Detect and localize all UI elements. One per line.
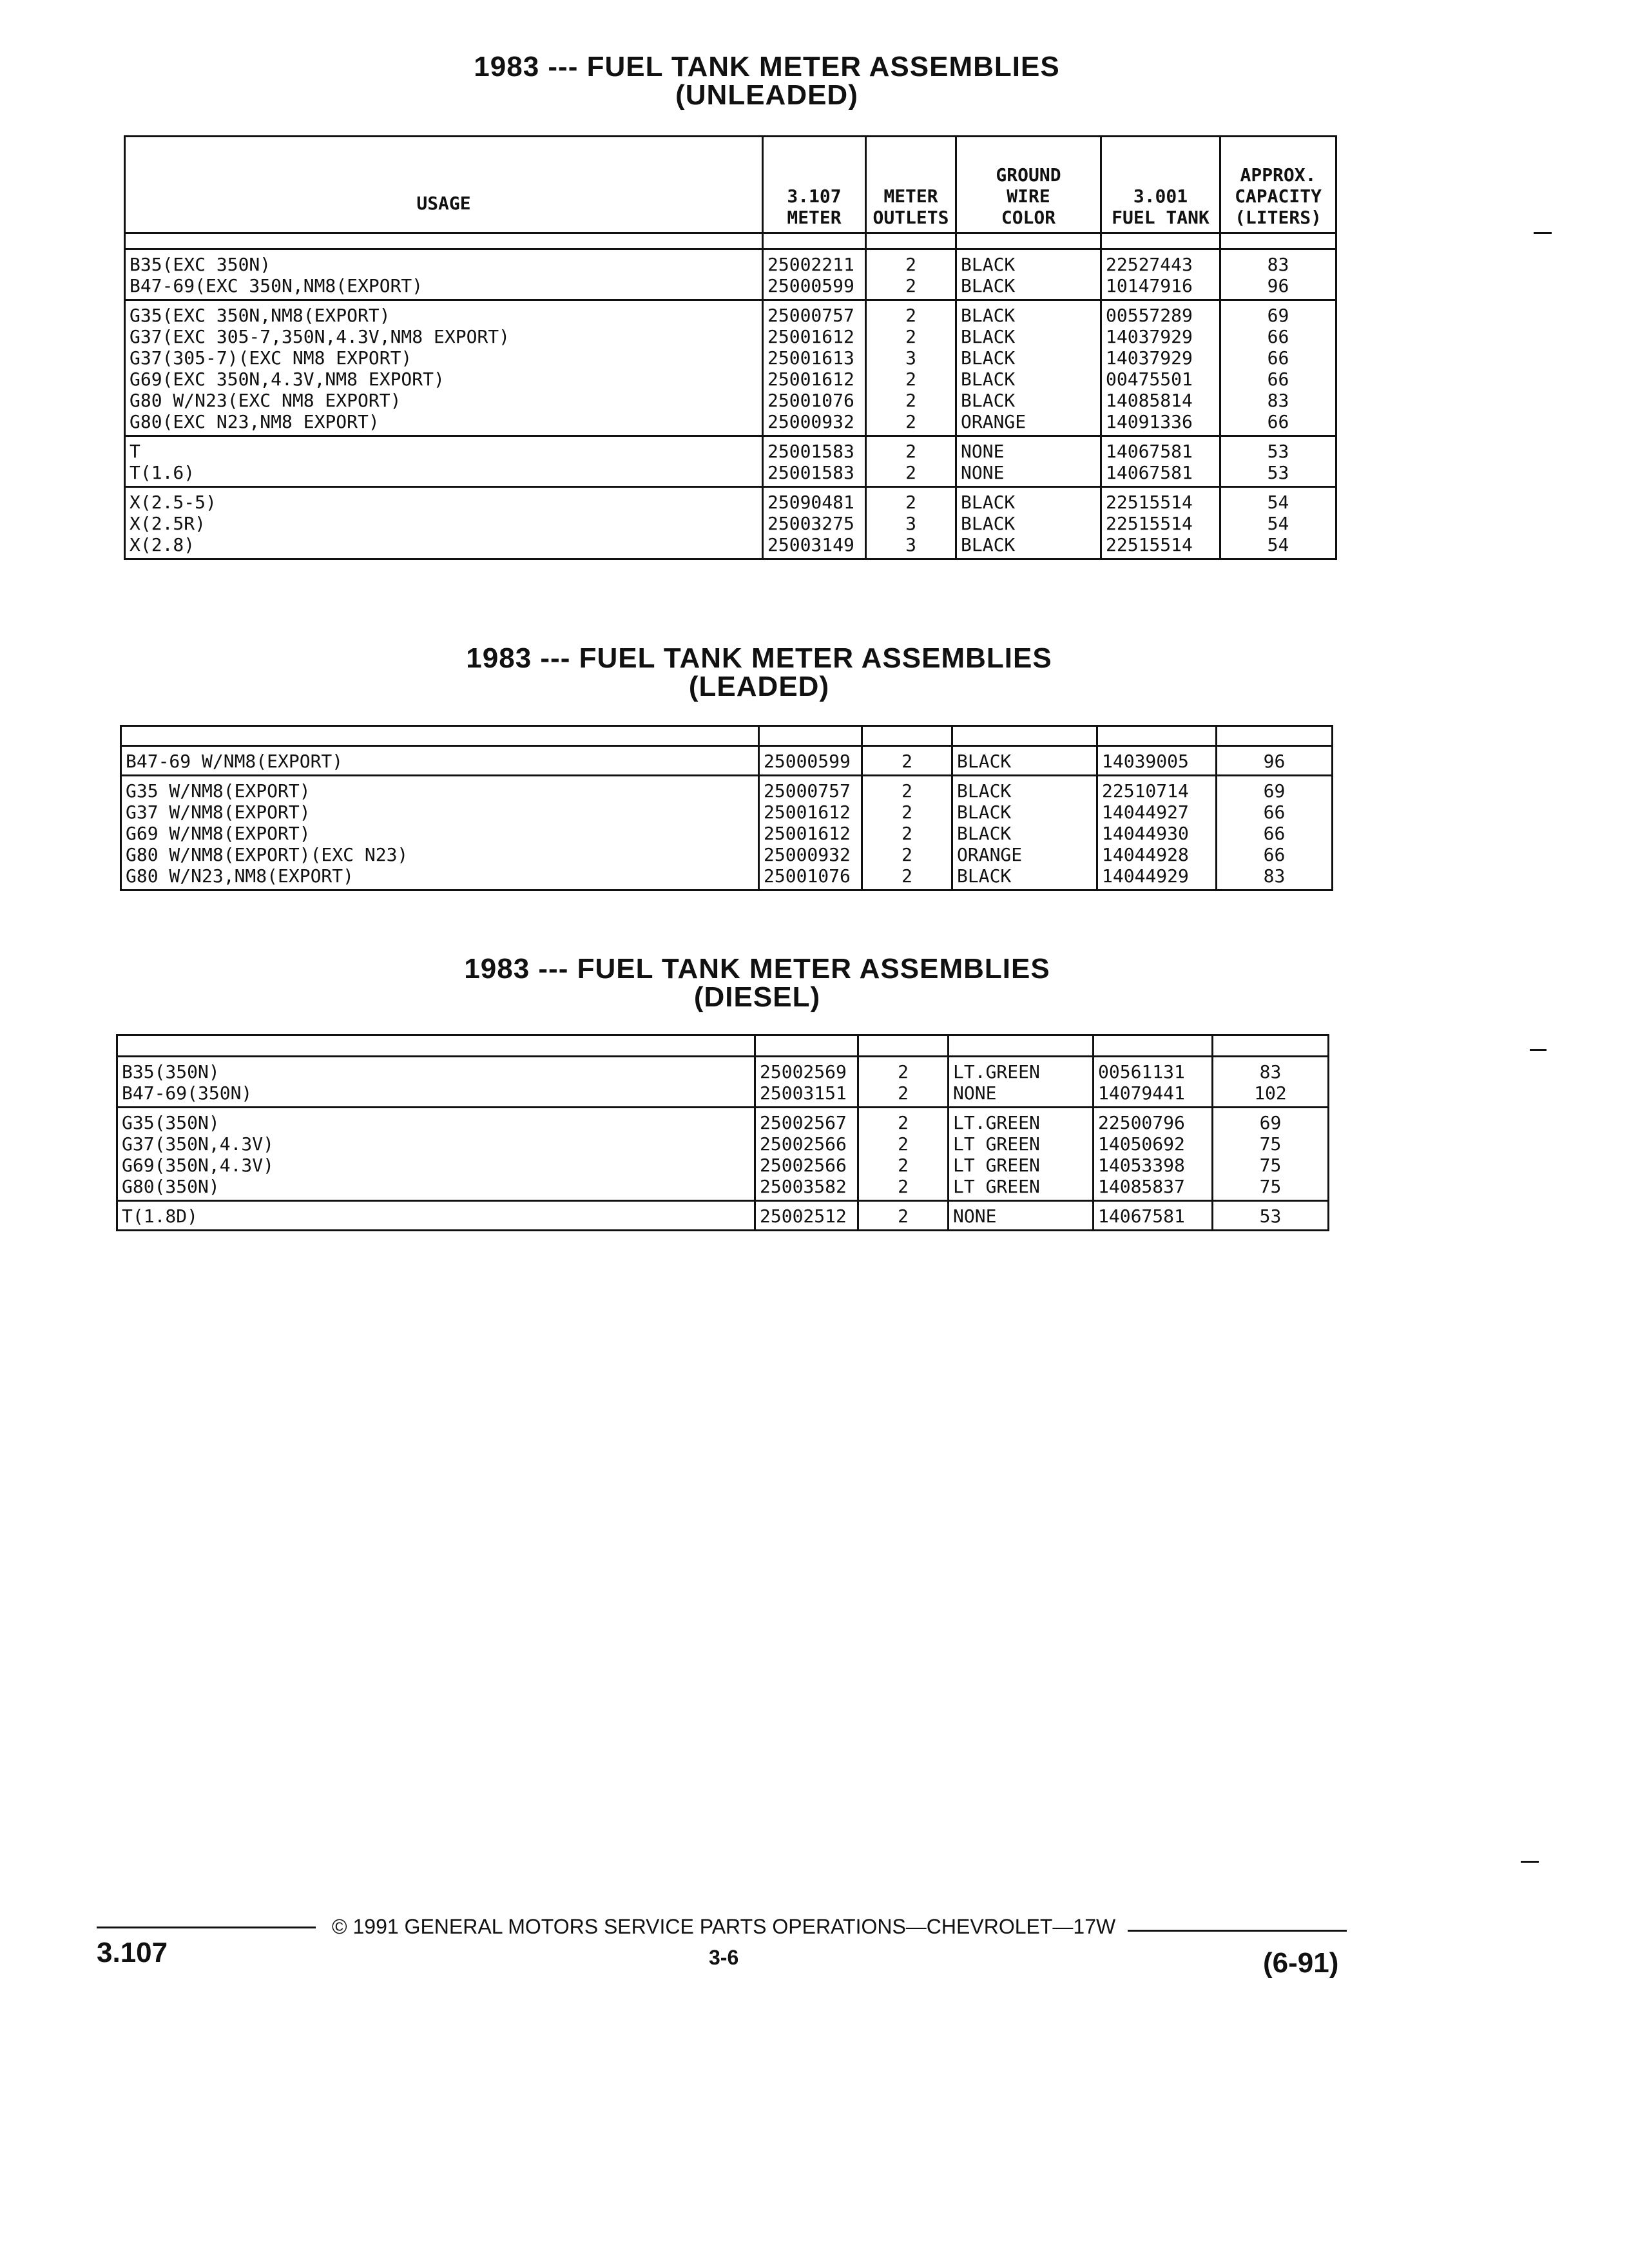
table-title bbox=[351, 955, 1163, 1012]
cell-line: 25002567 bbox=[760, 1112, 847, 1133]
cell-line: X(2.8) bbox=[130, 534, 195, 555]
capacity-cell bbox=[1213, 1108, 1329, 1201]
cell-line: 25001583 bbox=[767, 441, 854, 462]
cell-line: 25001612 bbox=[767, 369, 854, 390]
cell-line: 14050692 bbox=[1098, 1133, 1185, 1155]
cell-line: BLACK bbox=[957, 802, 1012, 823]
capacity-cell bbox=[1220, 300, 1336, 436]
capacity-cell bbox=[1220, 249, 1336, 300]
meter-cell bbox=[755, 1057, 858, 1108]
cell-line: BLACK bbox=[957, 780, 1012, 802]
cell-line: G69 W/NM8(EXPORT) bbox=[126, 823, 311, 844]
cell-line: 25002569 bbox=[760, 1061, 847, 1082]
cell-line: 66 bbox=[1263, 823, 1286, 844]
cell-line: G37 W/NM8(EXPORT) bbox=[126, 802, 311, 823]
cell-line: 14044929 bbox=[1102, 865, 1189, 887]
footer-page-number: 3-6 bbox=[709, 1946, 739, 1969]
cell-line: BLACK bbox=[961, 254, 1016, 275]
meter-cell bbox=[763, 249, 866, 300]
cell-line: 2 bbox=[901, 865, 912, 887]
table-title-line2: (DIESEL) bbox=[693, 981, 821, 1013]
cell-line: 3 bbox=[905, 534, 916, 555]
cell-line: 25003275 bbox=[767, 513, 854, 534]
usage-cell bbox=[117, 1057, 755, 1108]
cell-line: 96 bbox=[1263, 751, 1286, 772]
cell-line: 54 bbox=[1267, 534, 1289, 555]
cell-line: T(1.8D) bbox=[122, 1206, 198, 1227]
wire-color-cell bbox=[956, 249, 1101, 300]
outlets-cell bbox=[866, 300, 956, 436]
cell-line: 14079441 bbox=[1098, 1082, 1185, 1104]
cell-line: 75 bbox=[1259, 1176, 1282, 1197]
cell-line: 25000932 bbox=[767, 411, 854, 432]
usage-cell bbox=[125, 436, 763, 487]
capacity-cell bbox=[1220, 487, 1336, 559]
header-outlets: METER OUTLETS bbox=[866, 137, 956, 233]
wire-color-cell bbox=[956, 436, 1101, 487]
table-row-group bbox=[121, 776, 1333, 890]
cell-line: 25000599 bbox=[764, 751, 851, 772]
table-row bbox=[125, 487, 1336, 559]
cell-line: 2 bbox=[898, 1082, 909, 1104]
table-row-group bbox=[117, 1201, 1329, 1231]
cell-line: 83 bbox=[1267, 254, 1289, 275]
cell-line: G35 W/NM8(EXPORT) bbox=[126, 780, 311, 802]
margin-tick bbox=[1521, 1861, 1539, 1863]
wire-color-cell bbox=[949, 1108, 1094, 1201]
cell-line: 2 bbox=[905, 441, 916, 462]
footer-rule-left bbox=[97, 1927, 316, 1928]
cell-line: G37(350N,4.3V) bbox=[122, 1133, 275, 1155]
table-title bbox=[361, 53, 1173, 110]
cell-line: 14067581 bbox=[1106, 462, 1193, 483]
cell-line: G80 W/N23,NM8(EXPORT) bbox=[126, 865, 354, 887]
cell-line: G35(350N) bbox=[122, 1112, 220, 1133]
cell-line: 66 bbox=[1267, 326, 1289, 347]
cell-line: T bbox=[130, 441, 140, 462]
cell-line: T(1.6) bbox=[130, 462, 195, 483]
footer-copyright: © 1991 GENERAL MOTORS SERVICE PARTS OPERATIONS—CHEVROLET—17W bbox=[332, 1915, 1116, 1938]
cell-line: 00557289 bbox=[1106, 305, 1193, 326]
cell-line: 22515514 bbox=[1106, 534, 1193, 555]
cell-line: 14053398 bbox=[1098, 1155, 1185, 1176]
cell-line: 2 bbox=[905, 492, 916, 513]
cell-line: 14044927 bbox=[1102, 802, 1189, 823]
table-row-group bbox=[125, 487, 1336, 559]
cell-line: LT GREEN bbox=[953, 1133, 1040, 1155]
cell-line: 2 bbox=[901, 780, 912, 802]
footer-section-number: 3.107 bbox=[97, 1937, 168, 1968]
cell-line: 3 bbox=[905, 347, 916, 369]
cell-line: BLACK bbox=[961, 492, 1016, 513]
capacity-cell bbox=[1217, 746, 1333, 776]
table-row-group bbox=[125, 249, 1336, 300]
cell-line: BLACK bbox=[957, 751, 1012, 772]
header-usage: USAGE bbox=[125, 137, 763, 233]
meter-cell bbox=[763, 436, 866, 487]
cell-line: 25003151 bbox=[760, 1082, 847, 1104]
cell-line: 2 bbox=[898, 1112, 909, 1133]
fuel-tank-cell bbox=[1097, 776, 1217, 890]
cell-line: NONE bbox=[953, 1206, 997, 1227]
cell-line: 2 bbox=[901, 751, 912, 772]
cell-line: 83 bbox=[1267, 390, 1289, 411]
wire-color-cell bbox=[949, 1057, 1094, 1108]
unleaded-meter-table bbox=[124, 135, 1337, 560]
wire-color-cell bbox=[949, 1201, 1094, 1231]
cell-line: 25002211 bbox=[767, 254, 854, 275]
cell-line: NONE bbox=[953, 1082, 997, 1104]
meter-cell bbox=[755, 1201, 858, 1231]
cell-line: 53 bbox=[1267, 462, 1289, 483]
header-fuel-tank: 3.001 FUEL TANK bbox=[1101, 137, 1220, 233]
cell-line: 102 bbox=[1254, 1082, 1287, 1104]
usage-cell bbox=[121, 746, 759, 776]
cell-line: 96 bbox=[1267, 275, 1289, 296]
cell-line: B35(350N) bbox=[122, 1061, 220, 1082]
cell-line: 2 bbox=[901, 844, 912, 865]
table-row bbox=[125, 249, 1336, 300]
header-wire-color: GROUND WIRE COLOR bbox=[956, 137, 1101, 233]
cell-line: 66 bbox=[1263, 802, 1286, 823]
cell-line: 25001612 bbox=[767, 326, 854, 347]
table-title bbox=[353, 644, 1165, 701]
cell-line: LT.GREEN bbox=[953, 1112, 1040, 1133]
cell-line: 66 bbox=[1267, 411, 1289, 432]
cell-line: 14085814 bbox=[1106, 390, 1193, 411]
cell-line: 2 bbox=[905, 275, 916, 296]
cell-line: 25001612 bbox=[764, 823, 851, 844]
cell-line: ORANGE bbox=[961, 411, 1027, 432]
cell-line: 2 bbox=[905, 305, 916, 326]
capacity-cell bbox=[1213, 1057, 1329, 1108]
cell-line: B47-69(EXC 350N,NM8(EXPORT) bbox=[130, 275, 423, 296]
cell-line: 2 bbox=[905, 462, 916, 483]
cell-line: BLACK bbox=[961, 275, 1016, 296]
cell-line: 2 bbox=[905, 411, 916, 432]
cell-line: 22500796 bbox=[1098, 1112, 1185, 1133]
cell-line: 22515514 bbox=[1106, 492, 1193, 513]
cell-line: 14044928 bbox=[1102, 844, 1189, 865]
cell-line: 25001612 bbox=[764, 802, 851, 823]
table-title-line1: 1983 --- FUEL TANK METER ASSEMBLIES bbox=[474, 51, 1060, 82]
cell-line: 2 bbox=[898, 1155, 909, 1176]
cell-line: 14067581 bbox=[1106, 441, 1193, 462]
cell-line: 83 bbox=[1263, 865, 1286, 887]
cell-line: 2 bbox=[898, 1061, 909, 1082]
outlets-cell bbox=[862, 776, 952, 890]
cell-line: G80(350N) bbox=[122, 1176, 220, 1197]
usage-cell bbox=[117, 1108, 755, 1201]
outlets-cell bbox=[862, 746, 952, 776]
outlets-cell bbox=[866, 436, 956, 487]
cell-line: 66 bbox=[1263, 844, 1286, 865]
cell-line: BLACK bbox=[961, 534, 1016, 555]
cell-line: 2 bbox=[898, 1176, 909, 1197]
cell-line: 66 bbox=[1267, 347, 1289, 369]
cell-line: BLACK bbox=[961, 390, 1016, 411]
cell-line: LT GREEN bbox=[953, 1176, 1040, 1197]
cell-line: 00475501 bbox=[1106, 369, 1193, 390]
cell-line: 14067581 bbox=[1098, 1206, 1185, 1227]
wire-color-cell bbox=[956, 487, 1101, 559]
cell-line: 25001076 bbox=[767, 390, 854, 411]
table-row bbox=[121, 776, 1333, 890]
cell-line: BLACK bbox=[957, 865, 1012, 887]
cell-line: 14044930 bbox=[1102, 823, 1189, 844]
header-capacity: APPROX. CAPACITY (LITERS) bbox=[1220, 137, 1336, 233]
cell-line: 25000757 bbox=[764, 780, 851, 802]
leaded-meter-table bbox=[120, 725, 1333, 891]
cell-line: BLACK bbox=[961, 326, 1016, 347]
cell-line: G69(EXC 350N,4.3V,NM8 EXPORT) bbox=[130, 369, 445, 390]
cell-line: 14037929 bbox=[1106, 326, 1193, 347]
table-row bbox=[117, 1057, 1329, 1108]
cell-line: 14085837 bbox=[1098, 1176, 1185, 1197]
cell-line: 25001583 bbox=[767, 462, 854, 483]
cell-line: 2 bbox=[905, 390, 916, 411]
cell-line: 14091336 bbox=[1106, 411, 1193, 432]
cell-line: 25090481 bbox=[767, 492, 854, 513]
margin-tick bbox=[1534, 232, 1552, 234]
cell-line: 2 bbox=[901, 802, 912, 823]
cell-line: 25002512 bbox=[760, 1206, 847, 1227]
table-row bbox=[125, 300, 1336, 436]
meter-cell bbox=[759, 776, 862, 890]
cell-line: G37(EXC 305-7,350N,4.3V,NM8 EXPORT) bbox=[130, 326, 510, 347]
diesel-meter-table bbox=[116, 1034, 1329, 1231]
cell-line: 53 bbox=[1259, 1206, 1282, 1227]
cell-line: ORANGE bbox=[957, 844, 1023, 865]
cell-line: NONE bbox=[961, 462, 1005, 483]
cell-line: 54 bbox=[1267, 492, 1289, 513]
usage-cell bbox=[125, 300, 763, 436]
table-row-group bbox=[125, 436, 1336, 487]
usage-cell bbox=[125, 487, 763, 559]
outlets-cell bbox=[858, 1108, 949, 1201]
margin-tick bbox=[1530, 1049, 1547, 1051]
cell-line: 2 bbox=[905, 254, 916, 275]
cell-line: X(2.5R) bbox=[130, 513, 206, 534]
cell-line: 25002566 bbox=[760, 1133, 847, 1155]
cell-line: G80 W/NM8(EXPORT)(EXC N23) bbox=[126, 844, 409, 865]
cell-line: NONE bbox=[961, 441, 1005, 462]
table-row bbox=[121, 746, 1333, 776]
meter-cell bbox=[755, 1108, 858, 1201]
usage-cell bbox=[125, 249, 763, 300]
cell-line: 10147916 bbox=[1106, 275, 1193, 296]
capacity-cell bbox=[1217, 776, 1333, 890]
wire-color-cell bbox=[956, 300, 1101, 436]
capacity-cell bbox=[1213, 1201, 1329, 1231]
cell-line: BLACK bbox=[961, 347, 1016, 369]
cell-line: 25003149 bbox=[767, 534, 854, 555]
cell-line: G69(350N,4.3V) bbox=[122, 1155, 275, 1176]
meter-cell bbox=[763, 487, 866, 559]
cell-line: 2 bbox=[905, 326, 916, 347]
cell-line: BLACK bbox=[957, 823, 1012, 844]
table-row bbox=[117, 1108, 1329, 1201]
footer-rule-right bbox=[1128, 1930, 1347, 1932]
cell-line: LT GREEN bbox=[953, 1155, 1040, 1176]
footer-date: (6-91) bbox=[1263, 1947, 1339, 1979]
fuel-tank-cell bbox=[1097, 746, 1217, 776]
cell-line: 54 bbox=[1267, 513, 1289, 534]
cell-line: 69 bbox=[1267, 305, 1289, 326]
cell-line: 66 bbox=[1267, 369, 1289, 390]
cell-line: 25001076 bbox=[764, 865, 851, 887]
table-row-group bbox=[121, 746, 1333, 776]
fuel-tank-cell bbox=[1101, 300, 1220, 436]
cell-line: 25000932 bbox=[764, 844, 851, 865]
cell-line: 75 bbox=[1259, 1155, 1282, 1176]
cell-line: 53 bbox=[1267, 441, 1289, 462]
cell-line: G80(EXC N23,NM8 EXPORT) bbox=[130, 411, 380, 432]
fuel-tank-cell bbox=[1101, 436, 1220, 487]
wire-color-cell bbox=[952, 746, 1097, 776]
cell-line: 25000599 bbox=[767, 275, 854, 296]
table-title-line2: (LEADED) bbox=[688, 671, 830, 702]
table-title-line1: 1983 --- FUEL TANK METER ASSEMBLIES bbox=[466, 642, 1052, 674]
cell-line: 22515514 bbox=[1106, 513, 1193, 534]
fuel-tank-cell bbox=[1101, 487, 1220, 559]
cell-line: 25001613 bbox=[767, 347, 854, 369]
cell-line: G35(EXC 350N,NM8(EXPORT) bbox=[130, 305, 390, 326]
cell-line: B35(EXC 350N) bbox=[130, 254, 271, 275]
table-row bbox=[125, 436, 1336, 487]
fuel-tank-cell bbox=[1094, 1201, 1213, 1231]
cell-line: 14037929 bbox=[1106, 347, 1193, 369]
cell-line: BLACK bbox=[961, 369, 1016, 390]
cell-line: X(2.5-5) bbox=[130, 492, 217, 513]
wire-color-cell bbox=[952, 776, 1097, 890]
cell-line: 2 bbox=[905, 369, 916, 390]
cell-line: BLACK bbox=[961, 513, 1016, 534]
cell-line: 00561131 bbox=[1098, 1061, 1185, 1082]
cell-line: 25000757 bbox=[767, 305, 854, 326]
cell-line: 2 bbox=[898, 1206, 909, 1227]
outlets-cell bbox=[866, 249, 956, 300]
table-title-line1: 1983 --- FUEL TANK METER ASSEMBLIES bbox=[464, 953, 1050, 985]
cell-line: 22510714 bbox=[1102, 780, 1189, 802]
capacity-cell bbox=[1220, 436, 1336, 487]
table-row-group bbox=[117, 1108, 1329, 1201]
cell-line: 22527443 bbox=[1106, 254, 1193, 275]
cell-line: G80 W/N23(EXC NM8 EXPORT) bbox=[130, 390, 401, 411]
outlets-cell bbox=[858, 1201, 949, 1231]
cell-line: LT.GREEN bbox=[953, 1061, 1040, 1082]
table-title-line2: (UNLEADED) bbox=[675, 79, 858, 111]
cell-line: 2 bbox=[898, 1133, 909, 1155]
meter-cell bbox=[759, 746, 862, 776]
cell-line: 25003582 bbox=[760, 1176, 847, 1197]
cell-line: BLACK bbox=[961, 305, 1016, 326]
cell-line: 69 bbox=[1263, 780, 1286, 802]
outlets-cell bbox=[866, 487, 956, 559]
fuel-tank-cell bbox=[1094, 1108, 1213, 1201]
cell-line: 69 bbox=[1259, 1112, 1282, 1133]
fuel-tank-cell bbox=[1101, 249, 1220, 300]
fuel-tank-cell bbox=[1094, 1057, 1213, 1108]
header-meter: 3.107 METER bbox=[763, 137, 866, 233]
table-row-group bbox=[125, 300, 1336, 436]
meter-cell bbox=[763, 300, 866, 436]
cell-line: G37(305-7)(EXC NM8 EXPORT) bbox=[130, 347, 412, 369]
usage-cell bbox=[121, 776, 759, 890]
usage-cell bbox=[117, 1201, 755, 1231]
cell-line: 83 bbox=[1259, 1061, 1282, 1082]
cell-line: B47-69 W/NM8(EXPORT) bbox=[126, 751, 343, 772]
table-row-group bbox=[117, 1057, 1329, 1108]
cell-line: 2 bbox=[901, 823, 912, 844]
cell-line: 25002566 bbox=[760, 1155, 847, 1176]
cell-line: 75 bbox=[1259, 1133, 1282, 1155]
cell-line: B47-69(350N) bbox=[122, 1082, 253, 1104]
outlets-cell bbox=[858, 1057, 949, 1108]
cell-line: 14039005 bbox=[1102, 751, 1189, 772]
table-row bbox=[117, 1201, 1329, 1231]
cell-line: 3 bbox=[905, 513, 916, 534]
